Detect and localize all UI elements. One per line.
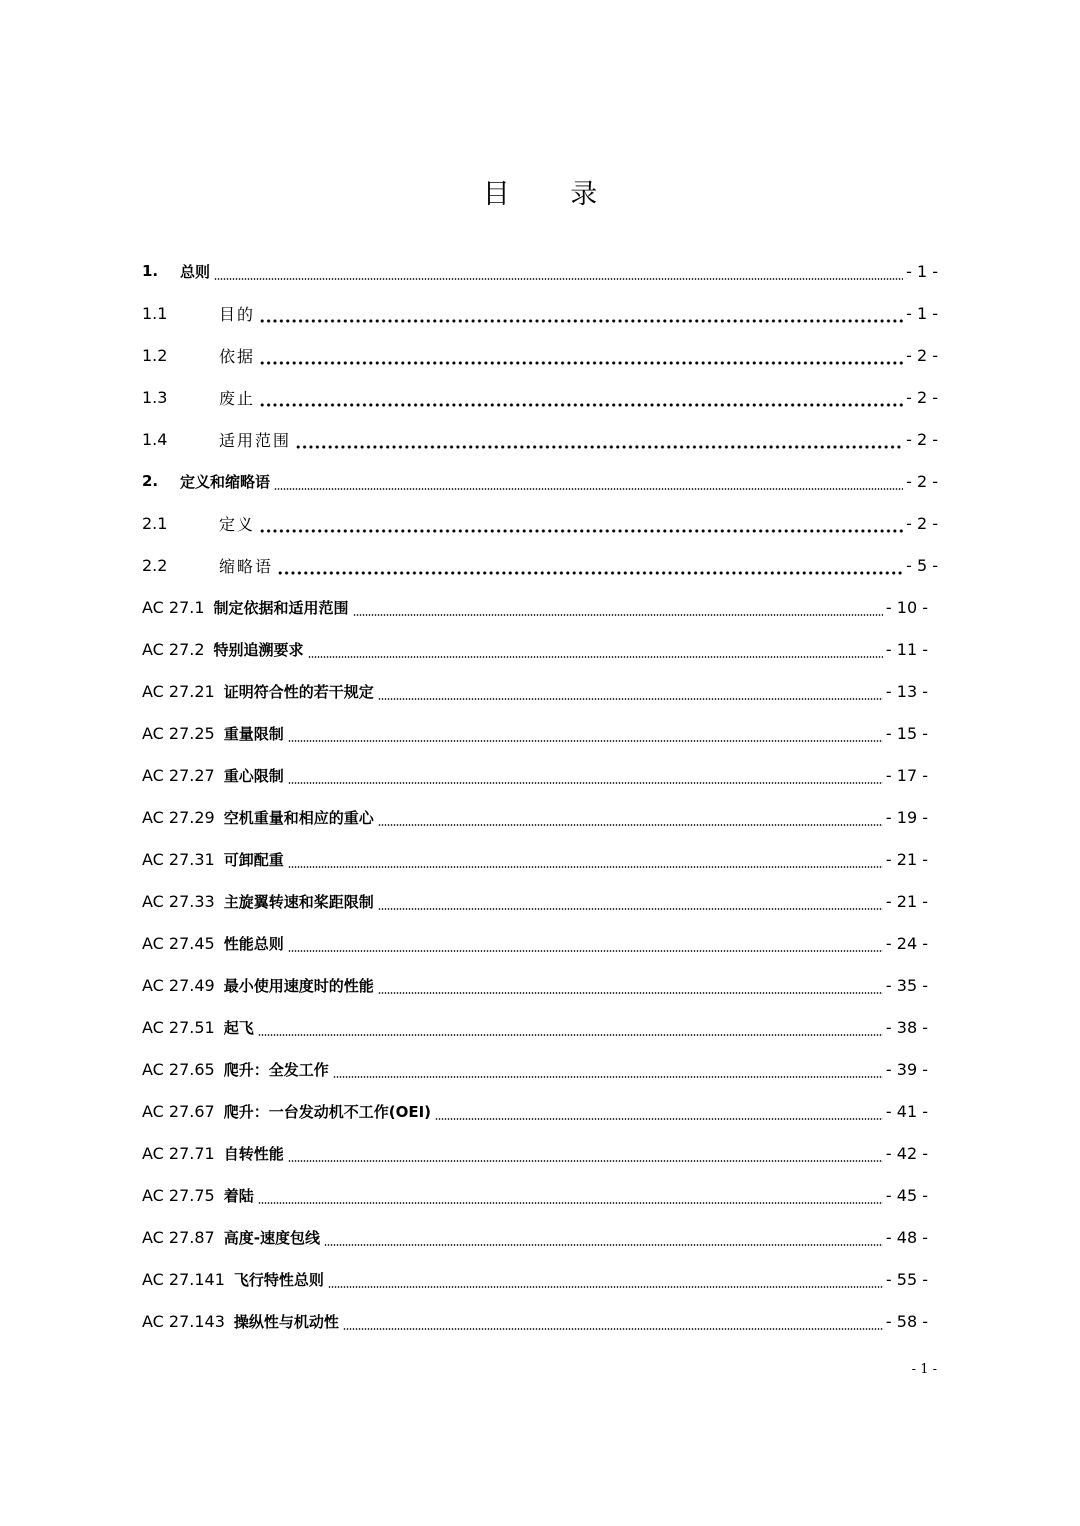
- toc-entry-title: 起飞: [223, 1018, 254, 1037]
- toc-entry[interactable]: [142, 502, 938, 544]
- dot-leader: [274, 488, 903, 490]
- toc-entry[interactable]: [142, 880, 938, 922]
- toc-entry-page: - 39 -: [885, 1059, 928, 1079]
- toc-entry-page: - 2 -: [906, 471, 938, 491]
- toc-entry-number: 1.: [142, 262, 159, 280]
- dot-leader: [288, 1160, 883, 1162]
- dot-leader: [288, 866, 883, 868]
- toc-entry-title: 爬升：全发工作: [223, 1060, 329, 1079]
- toc-entry-page: - 21 -: [885, 891, 928, 911]
- toc-entry[interactable]: [142, 796, 938, 838]
- toc-entry-title: 定义和缩略语: [180, 472, 271, 491]
- toc-entry[interactable]: [142, 460, 938, 502]
- toc-entry-page: - 2 -: [906, 345, 938, 365]
- toc-entry-page: - 38 -: [885, 1017, 928, 1037]
- toc-entry[interactable]: [142, 712, 938, 754]
- toc-entry[interactable]: [142, 1258, 938, 1300]
- page-number: - 1 -: [911, 1362, 937, 1377]
- toc-entry[interactable]: [142, 1216, 938, 1258]
- toc-entry-title: 爬升：一台发动机不工作(OEI): [223, 1102, 432, 1121]
- toc-entry-title: 飞行特性总则: [233, 1270, 324, 1289]
- toc-entry-title: 最小使用速度时的性能: [223, 976, 374, 995]
- toc-entry-number: AC 27.143: [142, 1311, 225, 1331]
- toc-entry-number: AC 27.75: [142, 1185, 215, 1205]
- toc-entry-title: 着陆: [223, 1186, 254, 1205]
- toc-entry-page: - 58 -: [885, 1311, 928, 1331]
- dot-leader: [288, 782, 883, 784]
- toc-entry-title: 可卸配重: [223, 850, 284, 869]
- toc-entry-page: - 2 -: [906, 387, 938, 407]
- dot-leader: [343, 1328, 883, 1330]
- toc-entry-number: AC 27.141: [142, 1269, 225, 1289]
- dot-leader: [378, 824, 883, 826]
- table-of-contents: [142, 250, 938, 1342]
- toc-entry-number: AC 27.33: [142, 891, 215, 911]
- toc-entry-page: - 55 -: [885, 1269, 928, 1289]
- toc-entry[interactable]: [142, 922, 938, 964]
- dot-leader: [258, 1202, 883, 1204]
- dot-leader: [295, 445, 903, 449]
- toc-entry[interactable]: [142, 1006, 938, 1048]
- toc-entry[interactable]: [142, 544, 938, 586]
- toc-entry-page: - 24 -: [885, 933, 928, 953]
- toc-entry-page: - 35 -: [885, 975, 928, 995]
- toc-entry-title: 高度-速度包线: [223, 1228, 320, 1247]
- toc-entry[interactable]: [142, 376, 938, 418]
- dot-leader: [259, 319, 903, 323]
- toc-entry-page: - 10 -: [885, 597, 928, 617]
- toc-entry-title: 操纵性与机动性: [233, 1312, 339, 1331]
- toc-entry[interactable]: [142, 418, 938, 460]
- toc-entry[interactable]: [142, 1048, 938, 1090]
- dot-leader: [328, 1286, 883, 1288]
- toc-entry[interactable]: [142, 334, 938, 376]
- toc-entry[interactable]: [142, 628, 938, 670]
- toc-entry-page: - 21 -: [885, 849, 928, 869]
- toc-entry-title: 制定依据和适用范围: [213, 598, 349, 617]
- toc-entry[interactable]: [142, 838, 938, 880]
- toc-entry-number: AC 27.65: [142, 1059, 215, 1079]
- toc-entry-page: - 13 -: [885, 681, 928, 701]
- toc-entry-number: 1.3: [142, 387, 168, 407]
- toc-entry[interactable]: [142, 670, 938, 712]
- toc-entry[interactable]: [142, 754, 938, 796]
- dot-leader: [258, 1034, 883, 1036]
- dot-leader: [214, 278, 903, 280]
- dot-leader: [378, 698, 883, 700]
- toc-entry-number: AC 27.25: [142, 723, 215, 743]
- toc-entry-number: AC 27.67: [142, 1101, 215, 1121]
- toc-entry-page: - 19 -: [885, 807, 928, 827]
- toc-entry-title: 总则: [180, 262, 211, 281]
- toc-entry-number: 2.: [142, 472, 159, 490]
- dot-leader: [378, 992, 883, 994]
- toc-entry[interactable]: [142, 1132, 938, 1174]
- toc-entry-number: AC 27.87: [142, 1227, 215, 1247]
- toc-entry-title: 证明符合性的若干规定: [223, 682, 374, 701]
- toc-entry-number: AC 27.21: [142, 681, 215, 701]
- toc-entry-title: 自转性能: [223, 1144, 284, 1163]
- dot-leader: [353, 614, 883, 616]
- dot-leader: [288, 950, 883, 952]
- toc-entry-number: 1.1: [142, 303, 168, 323]
- toc-entry-page: - 1 -: [906, 303, 938, 323]
- dot-leader: [333, 1076, 883, 1078]
- toc-entry-page: - 2 -: [906, 429, 938, 449]
- toc-entry-page: - 1 -: [906, 261, 938, 281]
- toc-entry-title: 适用范围: [219, 430, 292, 450]
- toc-entry-title: 性能总则: [223, 934, 284, 953]
- toc-entry-page: - 45 -: [885, 1185, 928, 1205]
- dot-leader: [259, 403, 903, 407]
- toc-entry-number: AC 27.27: [142, 765, 215, 785]
- toc-entry-page: - 2 -: [906, 513, 938, 533]
- dot-leader: [308, 656, 883, 658]
- toc-entry-page: - 42 -: [885, 1143, 928, 1163]
- toc-entry-number: AC 27.51: [142, 1017, 215, 1037]
- toc-entry[interactable]: [142, 250, 938, 292]
- toc-entry-page: - 17 -: [885, 765, 928, 785]
- toc-entry-title: 重心限制: [223, 766, 284, 785]
- toc-entry-number: AC 27.2: [142, 639, 205, 659]
- toc-entry-title: 目的: [219, 304, 256, 324]
- toc-entry-title: 废止: [219, 388, 256, 408]
- toc-entry-page: - 15 -: [885, 723, 928, 743]
- toc-entry[interactable]: [142, 964, 938, 1006]
- toc-entry-number: AC 27.31: [142, 849, 215, 869]
- toc-entry-title: 定义: [219, 514, 256, 534]
- dot-leader: [324, 1244, 883, 1246]
- toc-entry-title: 空机重量和相应的重心: [223, 808, 374, 827]
- toc-entry-page: - 48 -: [885, 1227, 928, 1247]
- dot-leader: [435, 1118, 883, 1120]
- toc-entry-title: 缩略语: [219, 556, 274, 576]
- toc-entry[interactable]: [142, 586, 938, 628]
- toc-entry[interactable]: [142, 1174, 938, 1216]
- dot-leader: [378, 908, 883, 910]
- toc-entry-number: AC 27.1: [142, 597, 205, 617]
- toc-entry[interactable]: [142, 1300, 938, 1342]
- dot-leader: [259, 361, 903, 365]
- toc-entry-title: 重量限制: [223, 724, 284, 743]
- dot-leader: [259, 529, 903, 533]
- dot-leader: [288, 740, 883, 742]
- toc-entry-title: 特别追溯要求: [213, 640, 304, 659]
- toc-entry-number: AC 27.29: [142, 807, 215, 827]
- toc-entry-number: AC 27.45: [142, 933, 215, 953]
- toc-entry[interactable]: [142, 1090, 938, 1132]
- toc-entry-number: AC 27.71: [142, 1143, 215, 1163]
- toc-entry-number: AC 27.49: [142, 975, 215, 995]
- toc-entry-title: 依据: [219, 346, 256, 366]
- toc-title: 目 录: [482, 179, 624, 210]
- toc-entry[interactable]: [142, 292, 938, 334]
- toc-entry-number: 2.1: [142, 513, 168, 533]
- toc-entry-number: 2.2: [142, 555, 168, 575]
- toc-entry-page: - 5 -: [906, 555, 938, 575]
- dot-leader: [277, 571, 903, 575]
- toc-entry-number: 1.2: [142, 345, 168, 365]
- toc-entry-title: 主旋翼转速和桨距限制: [223, 892, 374, 911]
- toc-entry-number: 1.4: [142, 429, 168, 449]
- toc-entry-page: - 11 -: [885, 639, 928, 659]
- toc-entry-page: - 41 -: [885, 1101, 928, 1121]
